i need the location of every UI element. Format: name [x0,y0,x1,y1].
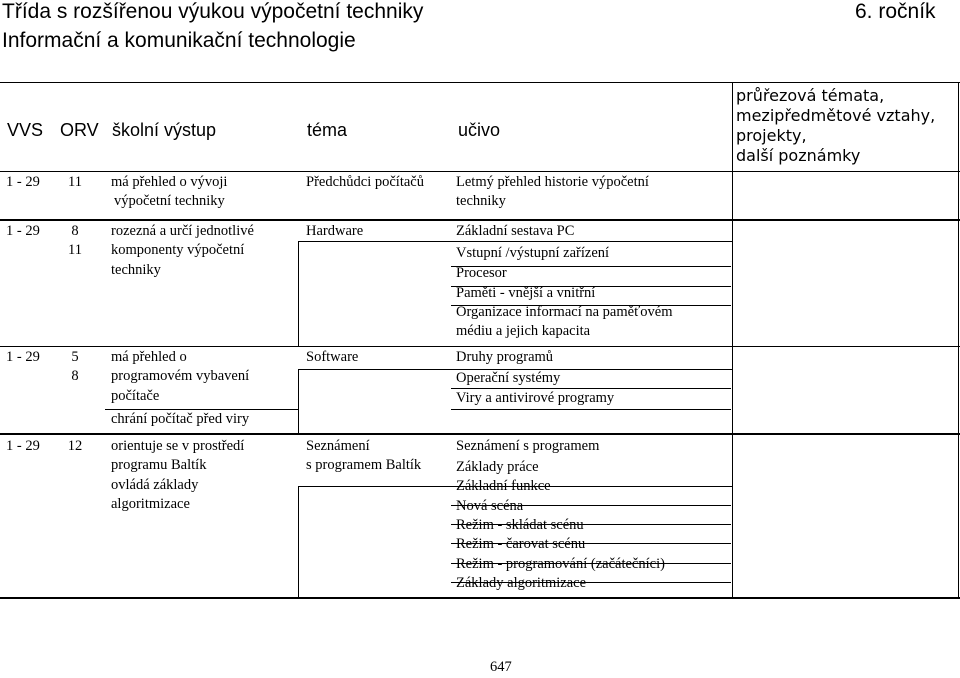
curriculum-line: Procesor [456,265,507,281]
outcome-line: komponenty výpočetní [111,242,245,258]
outcome-line: techniky [111,262,161,278]
notes-header-line: projekty, [736,126,807,145]
notes-header-line: průřezová témata, [736,86,885,105]
outcome-line: ovládá základy [111,477,199,493]
outcome-line: programu Baltík [111,457,207,473]
curriculum-line: Základní funkce [456,478,551,494]
curriculum-line: Režim - programování (začátečníci) [456,556,665,572]
curriculum-line: techniky [456,193,506,209]
outcome-line: chrání počítač před viry [111,411,250,427]
notes-header-line: mezipředmětové vztahy, [736,106,936,125]
outcome-line: počítače [111,388,160,404]
notes-header-line: další poznámky [736,146,861,165]
grade-label: 6. ročník [855,0,936,23]
column-header-outcome: školní výstup [112,120,217,140]
outcome-line: rozezná a určí jednotlivé [111,223,254,239]
orv-cell: 11 [68,242,82,258]
curriculum-line: Režim - čarovat scénu [456,536,586,552]
curriculum-line: Nová scéna [456,498,524,514]
topic-cell: Software [306,349,359,365]
vvs-cell: 1 - 29 [6,349,40,365]
curriculum-line: Viry a antivirové programy [456,390,615,406]
curriculum-line: Letmý přehled historie výpočetní [456,174,649,190]
vvs-cell: 1 - 29 [6,174,40,190]
curriculum-line: Seznámení s programem [456,438,600,454]
orv-cell: 11 [68,174,82,190]
vvs-cell: 1 - 29 [6,223,40,239]
outcome-line: má přehled o vývoji [111,174,228,190]
column-header-vvs: VVS [7,120,44,140]
orv-cell: 12 [67,438,83,454]
curriculum-line: Vstupní /výstupní zařízení [456,245,610,261]
outcome-line: orientuje se v prostředí [111,438,245,454]
curriculum-line: Režim - skládat scénu [456,517,584,533]
topic-line: Seznámení [306,438,370,454]
curriculum-line: Paměti - vnější a vnitřní [456,285,596,301]
orv-cell: 8 [71,223,79,239]
topic-cell: Hardware [306,223,364,239]
curriculum-line: Základy práce [456,459,539,475]
curriculum-line: Operační systémy [456,370,561,386]
outcome-line: algoritmizace [111,496,190,512]
document-title: Třída s rozšířenou výukou výpočetní techniky [2,0,424,23]
curriculum-line: Druhy programů [456,349,554,365]
column-header-orv: ORV [60,120,99,140]
subject-title: Informační a komunikační technologie [2,29,356,52]
topic-line: s programem Baltík [306,457,422,473]
curriculum-line: Základní sestava PC [456,223,575,239]
column-header-topic: téma [307,120,348,140]
column-header-curriculum: učivo [458,120,501,140]
outcome-line: má přehled o [111,349,187,365]
outcome-line: výpočetní techniky [114,193,225,209]
topic-cell: Předchůdci počítačů [306,174,424,190]
curriculum-line: médiu a jejich kapacita [456,323,591,339]
page-number: 647 [490,659,512,675]
outcome-line: programovém vybavení [111,368,250,384]
curriculum-line: Základy algoritmizace [456,575,587,591]
orv-cell: 8 [71,368,79,384]
curriculum-line: Organizace informací na paměťovém [456,304,673,320]
orv-cell: 5 [71,349,79,365]
vvs-cell: 1 - 29 [6,438,40,454]
